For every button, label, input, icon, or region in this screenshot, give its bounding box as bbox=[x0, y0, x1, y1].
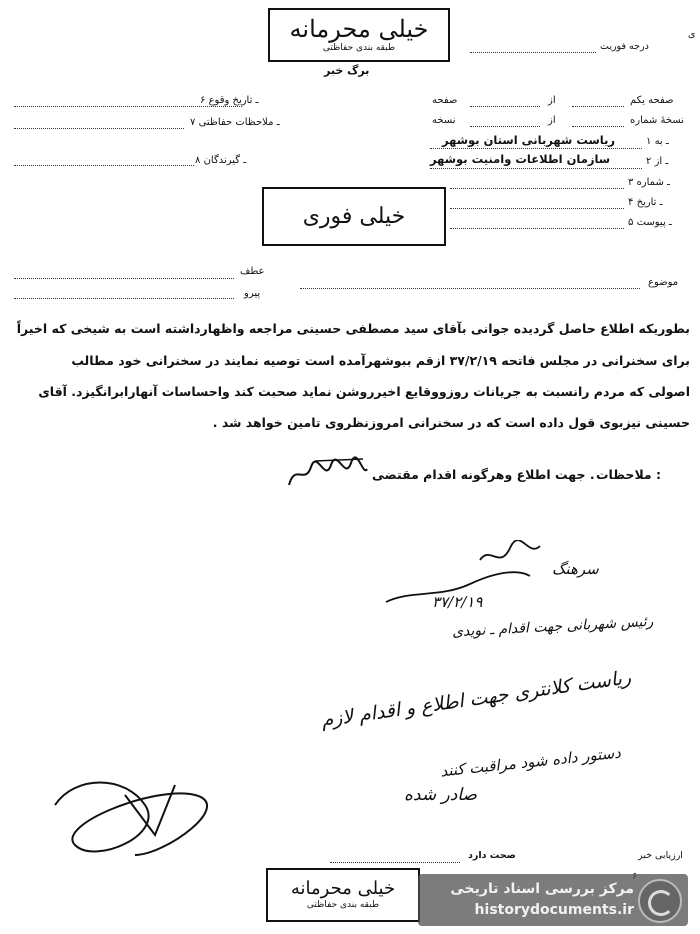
security-remarks-label: ۷ ـ ملاحظات حفاظتی bbox=[190, 117, 280, 128]
date-of-occurrence-label: ۶ ـ تاریخ وقوع bbox=[200, 95, 259, 106]
classification-stamp-bottom-subtext: طبقه بندی حفاظتی bbox=[306, 900, 380, 910]
evaluation-value: صحت دارد bbox=[468, 850, 516, 861]
classification-stamp-top bbox=[268, 8, 450, 62]
body-line-4: حسینی نیزبوی قول داده است که در سخنرانی امروزنظروی تامین خواهد شد . bbox=[212, 415, 690, 430]
urgent-stamp-text: خیلی فوری bbox=[302, 203, 406, 229]
security-remarks-line bbox=[14, 128, 184, 129]
handwritten-note2-line1: ریاست کلانتری جهت اطلاع و اقدام لازم bbox=[319, 666, 633, 732]
form-title: برگ خبر bbox=[324, 64, 370, 77]
remarks-text: جهت اطلاع وهرگونه اقدام مقتضی . bbox=[372, 467, 595, 482]
priority-dots bbox=[470, 52, 596, 53]
item1-label: ۱ ـ به bbox=[646, 136, 669, 147]
page-unit: صفحه bbox=[432, 95, 458, 106]
body-line-2: برای سخنرانی در مجلس فاتحه ۳۷/۲/۱۹ ازقم ببوشهرآمده است توصیه نمایند در سخنرانی خود مطالب bbox=[71, 353, 690, 368]
copy-of: از bbox=[548, 115, 556, 126]
page-label: صفحه یکم bbox=[630, 95, 674, 106]
item2-line bbox=[430, 168, 642, 169]
watermark bbox=[418, 874, 688, 926]
classification-stamp-bottom-text: خیلی محرمانه bbox=[290, 878, 396, 899]
classification-stamp-subtext: طبقه بندی حفاظتی bbox=[322, 43, 396, 53]
body-line-3: اصولی که مردم رانسبت به جریانات روزووقایع اخیرروشن نماید صحبت کند واحساسات آنهارابرانگیزد. آقای bbox=[38, 384, 690, 399]
handwritten-note2-line2: دستور داده شود مراقبت کنند bbox=[439, 743, 622, 781]
handwritten-note1-date: ۳۷/۲/۱۹ bbox=[432, 593, 483, 611]
handwritten-note1-line2: رئیس شهربانی جهت اقدام ـ نویدی bbox=[451, 613, 654, 641]
copy-unit: نسخه bbox=[432, 115, 456, 126]
urgent-stamp bbox=[262, 187, 446, 246]
item2-label: ۲ ـ از bbox=[646, 156, 669, 167]
recipients-label: ۸ ـ گیرندگان bbox=[195, 155, 247, 166]
signature-scribble-1 bbox=[285, 455, 370, 495]
item1-value: ریاست شهربانی استان بوشهر bbox=[442, 133, 616, 147]
item1-line bbox=[430, 148, 642, 149]
item4-line bbox=[450, 208, 624, 209]
watermark-title: مرکز بررسی اسناد تاریخی bbox=[450, 881, 634, 897]
body-line-1: بطوریکه اطلاع حاصل گردیده جوانی بآقای سید مصطفی حسینی مراجعه واظهارداشته است به شیخی که اخیراً bbox=[16, 321, 690, 336]
corner-mark: ی bbox=[688, 29, 696, 40]
handwritten-note1-line1: سرهنگ bbox=[552, 560, 599, 578]
atf-line bbox=[14, 278, 234, 279]
page-dots-2 bbox=[572, 106, 624, 107]
subject-line bbox=[300, 288, 640, 289]
priority-label: درجه فوریت bbox=[600, 41, 649, 52]
date-occurrence-line bbox=[14, 106, 242, 107]
item5-line bbox=[450, 228, 624, 229]
peyro-label: پیرو bbox=[244, 288, 261, 299]
handwritten-issued: صادر شده bbox=[404, 785, 477, 805]
handwritten-signature-large bbox=[35, 765, 235, 875]
item3-label: ۳ ـ شماره bbox=[628, 177, 670, 188]
page-of: از bbox=[548, 95, 556, 106]
subject-label: موضوع bbox=[648, 277, 679, 288]
copy-dots bbox=[470, 126, 540, 127]
classification-stamp-bottom bbox=[266, 868, 420, 922]
watermark-logo-icon bbox=[638, 879, 682, 923]
recipients-line bbox=[14, 165, 194, 166]
copy-number-label: نسخهٔ شماره bbox=[630, 115, 684, 126]
page-dots bbox=[470, 106, 540, 107]
watermark-url: historydocuments.ir bbox=[474, 902, 634, 918]
classification-stamp-text: خیلی محرمانه bbox=[289, 15, 429, 43]
peyro-line bbox=[14, 298, 234, 299]
remarks-label: ملاحظات : bbox=[596, 467, 662, 482]
item3-line bbox=[450, 188, 624, 189]
atf-label: عطف bbox=[240, 266, 265, 277]
copy-dots-2 bbox=[572, 126, 624, 127]
item5-label: ۵ ـ پیوست bbox=[628, 217, 672, 228]
evaluation-label: ارزیابی خبر bbox=[638, 850, 683, 861]
item4-label: ۴ ـ تاریخ bbox=[628, 197, 663, 208]
evaluation-dots bbox=[330, 862, 460, 863]
item2-value: سازمان اطلاعات وامنیت بوشهر bbox=[430, 152, 611, 166]
